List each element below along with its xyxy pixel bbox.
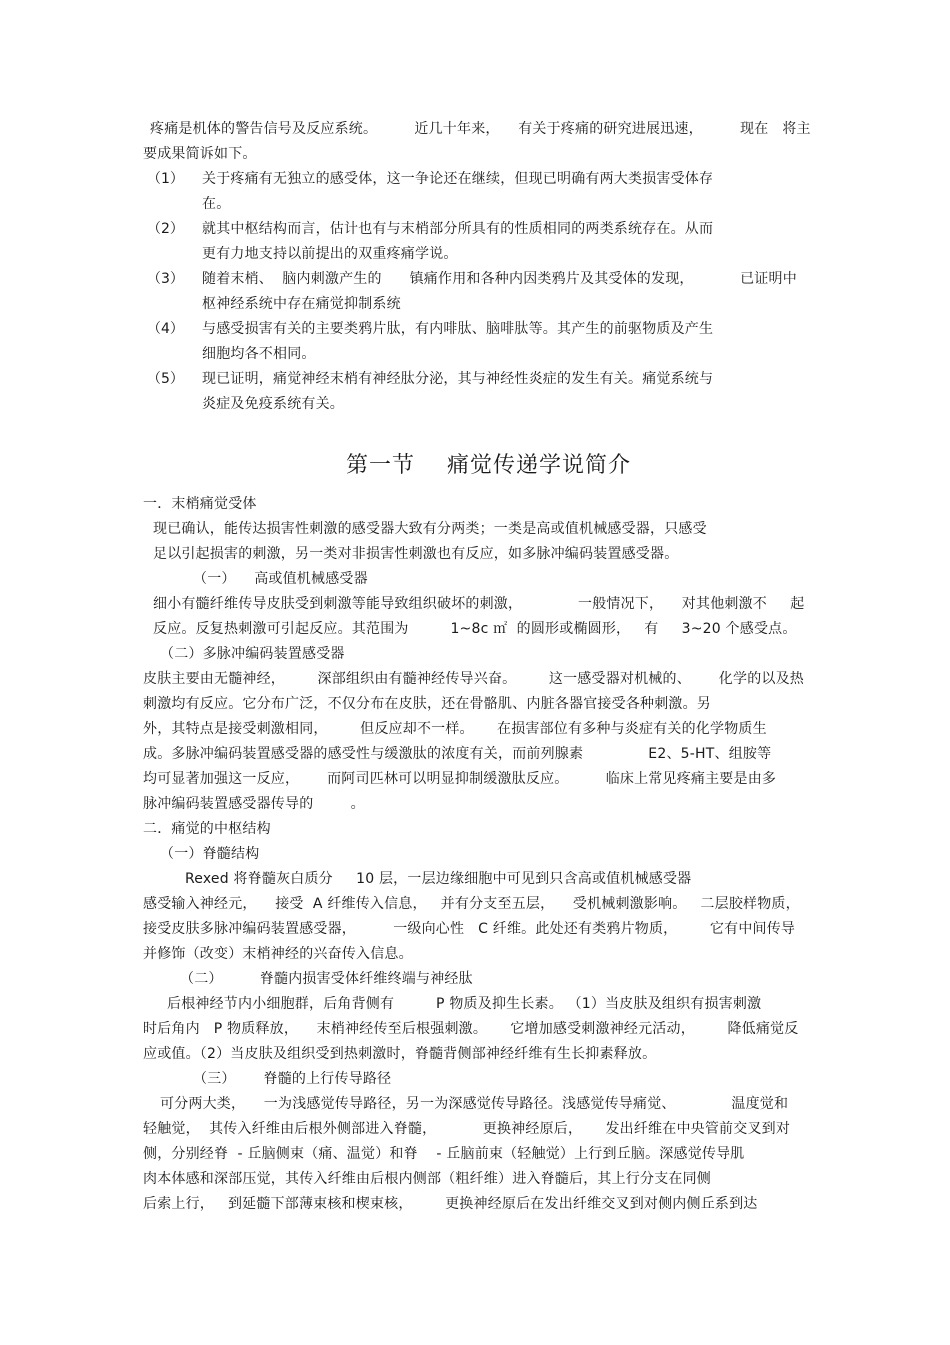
paragraph-line: 成。多脉冲编码装置感受器的感受性与缓激肽的浓度有关，而前列腺素 E2、5-HT、组胺等 (143, 746, 772, 762)
list-item-text: 随着末梢、 脑内刺激产生的 镇痛作用和各种内因类鸦片及其受体的发现， 已证明中 (202, 271, 797, 287)
paragraph-line: 皮肤主要由无髓神经， 深部组织由有髓神经传导兴奋。 这一感受器对机械的、 化学的以及热 (143, 671, 805, 687)
paragraph-line: 反应。反复热刺激可引起反应。其范围为 1~8c ㎡ 的圆形或椭圆形， 有 3~20 个感受点。 (153, 621, 797, 637)
list-item-text: 更有力地支持以前提出的双重疼痛学说。 (202, 246, 458, 262)
heading-peripheral-receptors: 一．末梢痛觉受体 (143, 496, 257, 512)
intro-line-2: 要成果简诉如下。 (143, 146, 257, 162)
paragraph-line: 轻触觉， 其传入纤维由后根外侧部进入脊髓， 更换神经原后， 发出纤维在中央管前交叉到对 (143, 1121, 791, 1137)
section-title: 第一节 痛觉传递学说简介 (346, 453, 631, 478)
paragraph-line: 足以引起损害的刺激，另一类对非损害性刺激也有反应，如多脉冲编码装置感受器。 (153, 546, 679, 562)
paragraph-line: 均可显著加强这一反应， 而阿司匹林可以明显抑制缓激肽反应。 临床上常见疼痛主要是由多 (143, 771, 777, 787)
list-item-number: （5） (147, 371, 184, 387)
list-item-text: 细胞均各不相同。 (202, 346, 316, 362)
subheading-nerve-endings: （二） 脊髓内损害受体纤维终端与神经肽 (180, 971, 473, 987)
list-item-number: （1） (147, 171, 184, 187)
paragraph-line: 肉本体感和深部压觉，其传入纤维由后根内侧部（粗纤维）进入脊髓后，其上行分支在同侧 (143, 1171, 711, 1187)
intro-line-1: 疼痛是机体的警告信号及反应系统。 近几十年来， 有关于疼痛的研究进展迅速， 现在 将主 (150, 121, 811, 137)
paragraph-line: 感受输入神经元， 接受 A 纤维传入信息， 并有分支至五层， 受机械刺激影响。 二层胶样物质， (143, 896, 800, 912)
list-item-text: 炎症及免疫系统有关。 (202, 396, 344, 412)
subheading-spinal-structure: （一）脊髓结构 (160, 846, 260, 862)
list-item-text: 就其中枢结构而言，估计也有与末梢部分所具有的性质相同的两类系统存在。从而 (202, 221, 714, 237)
list-item-text: 关于疼痛有无独立的感受体，这一争论还在继续，但现已明确有两大类损害受体存 (202, 171, 714, 187)
heading-central-structure: 二．痛觉的中枢结构 (143, 821, 271, 837)
paragraph-line: 时后角内 P 物质释放， 末梢神经传至后根强刺激。 它增加感受刺激神经元活动， 降低痛觉反 (143, 1021, 799, 1037)
paragraph-line: 可分两大类， 一为浅感觉传导路径，另一为深感觉传导路径。浅感觉传导痛觉、 温度觉和 (160, 1096, 789, 1112)
paragraph-line: 外，其特点是接受刺激相同， 但反应却不一样。 在损害部位有多种与炎症有关的化学物质生 (143, 721, 767, 737)
subheading-ascending-pathways: （三） 脊髓的上行传导路径 (193, 1071, 392, 1087)
paragraph-line: 并修饰（改变）末梢神经的兴奋传入信息。 (143, 946, 413, 962)
list-item-number: （4） (147, 321, 184, 337)
paragraph-line: 脉冲编码装置感受器传导的 。 (143, 796, 365, 812)
list-item-text: 在。 (202, 196, 231, 212)
list-item-text: 枢神经系统中存在痛觉抑制系统 (202, 296, 401, 312)
paragraph-line: 后索上行， 到延髓下部薄束核和楔束核， 更换神经原后在发出纤维交叉到对侧内侧丘系到达 (143, 1196, 758, 1212)
paragraph-line: Rexed 将脊髓灰白质分 10 层，一层边缘细胞中可见到只含高或值机械感受器 (185, 871, 692, 887)
paragraph-line: 现已确认，能传达损害性刺激的感受器大致有分两类；一类是高或值机械感受器，只感受 (153, 521, 707, 537)
paragraph-line: 刺激均有反应。它分布广泛，不仅分布在皮肤，还在骨骼肌、内脏各器官接受各种刺激。另 (143, 696, 711, 712)
list-item-text: 现已证明，痛觉神经末梢有神经肽分泌，其与神经性炎症的发生有关。痛觉系统与 (202, 371, 714, 387)
paragraph-line: 接受皮肤多脉冲编码装置感受器， 一级向心性 C 纤维。此处还有类鸦片物质， 它有中间传导 (143, 921, 796, 937)
paragraph-line: 应或值。（2）当皮肤及组织受到热刺激时，脊髓背侧部神经纤维有生长抑素释放。 (143, 1046, 657, 1062)
paragraph-line: 后根神经节内小细胞群，后角背侧有 P 物质及抑生长素。 （1）当皮肤及组织有损害刺激 (167, 996, 762, 1012)
list-item-number: （2） (147, 221, 184, 237)
paragraph-line: 细小有髓纤维传导皮肤受到刺激等能导致组织破坏的刺激， 一般情况下， 对其他刺激不 起 (153, 596, 805, 612)
list-item-number: （3） (147, 271, 184, 287)
subheading-polymodal: （二）多脉冲编码装置感受器 (160, 646, 345, 662)
paragraph-line: 侧，分别经脊 - 丘脑侧束（痛、温觉）和脊 - 丘脑前束（轻触觉）上行到丘脑。深感觉传导肌 (143, 1146, 745, 1162)
list-item-text: 与感受损害有关的主要类鸦片肽，有内啡肽、脑啡肽等。其产生的前驱物质及产生 (202, 321, 714, 337)
subheading-high-threshold: （一） 高或值机械感受器 (193, 571, 368, 587)
